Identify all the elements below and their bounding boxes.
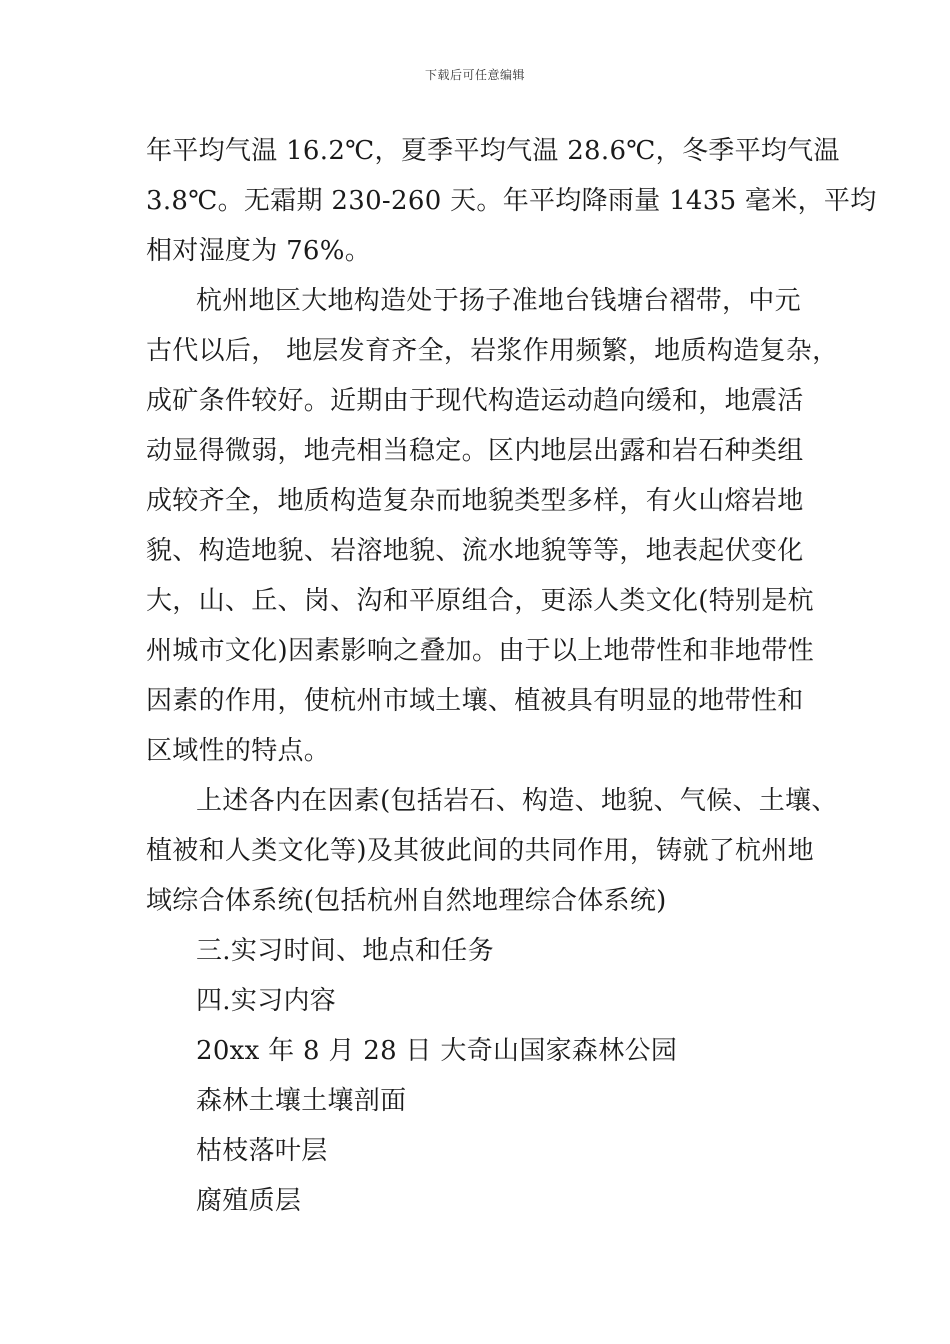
- text-line-7: 动显得微弱，地壳相当稳定。区内地层出露和岩石种类组: [146, 436, 804, 466]
- text-line-litter-layer: 枯枝落叶层: [196, 1136, 328, 1166]
- text-line-14: 上述各内在因素(包括岩石、构造、地貌、气候、土壤、: [196, 786, 838, 816]
- text-line-1: 年平均气温 16.2℃，夏季平均气温 28.6℃，冬季平均气温: [146, 136, 840, 166]
- page-header-note: 下载后可任意编辑: [424, 68, 525, 82]
- text-line-humus-layer: 腐殖质层: [196, 1186, 302, 1216]
- text-line-9: 貌、构造地貌、岩溶地貌、流水地貌等等，地表起伏变化: [146, 536, 804, 566]
- text-line-16: 域综合体系统(包括杭州自然地理综合体系统): [146, 886, 667, 916]
- text-line-15: 植被和人类文化等)及其彼此间的共同作用，铸就了杭州地: [146, 836, 814, 866]
- text-line-8: 成较齐全，地质构造复杂而地貌类型多样，有火山熔岩地: [146, 486, 804, 516]
- text-line-5: 古代以后， 地层发育齐全，岩浆作用频繁，地质构造复杂，: [146, 336, 839, 366]
- section-heading-4: 四.实习内容: [196, 986, 337, 1016]
- text-line-2: 3.8℃。无霜期 230-260 天。年平均降雨量 1435 毫米，平均: [146, 186, 877, 216]
- text-line-date-location: 20xx 年 8 月 28 日 大奇山国家森林公园: [196, 1036, 678, 1066]
- text-line-13: 区域性的特点。: [146, 736, 331, 766]
- text-line-soil-profile: 森林土壤土壤剖面: [196, 1086, 407, 1116]
- text-line-10: 大，山、丘、岗、沟和平原组合，更添人类文化(特别是杭: [146, 586, 814, 616]
- text-line-6: 成矿条件较好。近期由于现代构造运动趋向缓和，地震活: [146, 386, 804, 416]
- section-heading-3: 三.实习时间、地点和任务: [196, 936, 494, 966]
- text-line-4: 杭州地区大地构造处于扬子准地台钱塘台褶带，中元: [196, 286, 801, 316]
- text-line-12: 因素的作用，使杭州市域土壤、植被具有明显的地带性和: [146, 686, 804, 716]
- text-line-3: 相对湿度为 76%。: [146, 236, 372, 266]
- text-line-11: 州城市文化)因素影响之叠加。由于以上地带性和非地带性: [146, 636, 814, 666]
